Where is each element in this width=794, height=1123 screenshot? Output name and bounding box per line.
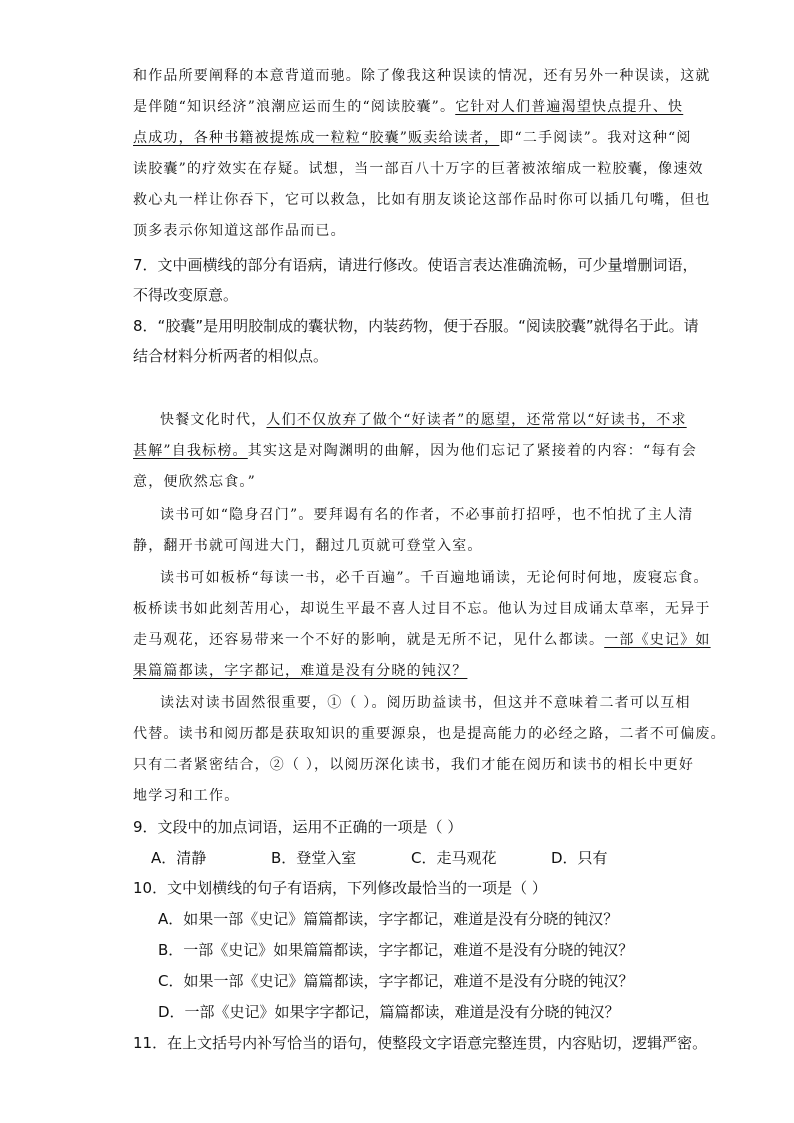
passage-1-line-2	[133, 97, 683, 117]
text-span: 走马观花，还容易带来一个不好的影响，就是无所不记，见什么都读。	[133, 632, 605, 648]
question-9-option-d[interactable]: D．只有	[551, 849, 608, 867]
passage-2-line-13: 地学习和工作。	[133, 788, 240, 804]
passage-1-line-1	[133, 66, 711, 86]
question-10-option-b[interactable]: B．一部《史记》如果篇篇都读，字字都记，难道不是没有分晓的钝汉？	[158, 941, 634, 959]
question-7-line-1: 7．文中画横线的部分有语病，请进行修改。使语言表达准确流畅，可少量增删词语，	[133, 256, 698, 274]
question-10-option-d[interactable]: D．一部《史记》如果字字都记，篇篇都读，难道是没有分晓的钝汉？	[158, 1003, 620, 1021]
passage-2-line-10: 读法对读书固然很重要，①（ ）。阅历助益读书，但这并不意味着二者可以互相	[160, 695, 691, 711]
question-8-line-2: 结合材料分析两者的相似点。	[133, 347, 329, 365]
question-9-option-a[interactable]: A．清静	[151, 849, 207, 867]
passage-2-line-9	[133, 661, 467, 681]
passage-2-line-5: 静，翻开书就可闯进大门，翻过几页就可登堂入室。	[133, 538, 483, 554]
text-span: 快餐文化时代，	[160, 412, 267, 428]
passage-1-line-3	[133, 128, 692, 148]
passage-1-line-6	[133, 221, 346, 241]
underlined-sentence: 果篇篇都读，字字都记，难道是没有分晓的钝汉？	[133, 663, 468, 679]
text-span: 救心丸一样让你吞下，它可以救急，比如有朋友谈论这部作品时你可以插几句嘴，但也	[133, 192, 711, 208]
question-9-option-c[interactable]: C．走马观花	[411, 849, 497, 867]
question-11: 11．在上文括号内补写恰当的语句，使整段文字语意完整连贯，内容贴切，逻辑严密。	[133, 1034, 708, 1052]
underlined-sentence: 一部《史记》如	[604, 632, 711, 648]
underlined-sentence: 人们不仅放弃了做个“好读者”的愿望，还常常以“好读书，不求	[266, 412, 687, 428]
text-span: 是伴随“知识经济”浪潮应运而生的“阅读胶囊”。	[133, 99, 456, 115]
passage-1-line-4	[133, 159, 704, 179]
text-span: 即“二手阅读”。我对这种“阅	[499, 130, 692, 146]
question-10-option-a[interactable]: A．如果一部《史记》篇篇都读，字字都记，难道是没有分晓的钝汉？	[158, 910, 619, 928]
passage-2-line-6: 读书可如板桥“每读一书，必千百遍”。千百遍地诵读，无论何时何地，废寝忘食。	[160, 570, 709, 586]
passage-2-line-11: 代替。读书和阅历都是获取知识的重要源泉，也是提高能力的必经之路，二者不可偏废。	[133, 726, 726, 742]
passage-2-line-12: 只有二者紧密结合，②（ ），以阅历深化读书，我们才能在阅历和读书的相长中更好	[133, 757, 695, 773]
text-span: 顶多表示你知道这部作品而已。	[133, 223, 346, 239]
text-span: 读胶囊”的疗效实在存疑。试想，当一部百八十万字的巨著被浓缩成一粒胶囊，像速效	[133, 161, 704, 177]
text-span: 其实这是对陶渊明的曲解，因为他们忘记了紧接着的内容：“每有会	[247, 443, 697, 459]
underlined-sentence: 它针对人们普遍渴望快点提升、快	[455, 99, 684, 115]
passage-1-line-5	[133, 190, 711, 210]
question-8-line-1: 8．“胶囊”是用明胶制成的囊状物，内装药物，便于吞服。“阅读胶囊”就得名于此。请	[133, 317, 699, 335]
question-10: 10．文中划横线的句子有语病，下列修改最恰当的一项是（ ）	[133, 879, 547, 897]
underlined-sentence: 甚解”自我标榜。	[133, 443, 248, 459]
passage-2-line-7: 板桥读书如此刻苦用心，却说生平最不喜人过目不忘。他认为过目成诵太草率，无异于	[133, 601, 711, 617]
passage-2-line-4: 读书可如“隐身召门”。要拜谒有名的作者，不必事前打招呼，也不怕扰了主人清	[160, 507, 694, 523]
passage-2-line-8	[133, 630, 711, 650]
passage-2-line-3: 意，便欣然忘食。”	[133, 474, 256, 490]
question-9: 9．文段中的加点词语，运用不正确的一项是（ ）	[133, 818, 463, 836]
underlined-sentence: 点成功，各种书籍被提炼成一粒粒“胶囊”贩卖给读者，	[133, 130, 500, 146]
question-10-option-c[interactable]: C．如果一部《史记》篇篇都读，字字都记，难道不是没有分晓的钝汉？	[158, 972, 634, 990]
passage-2-line-1	[160, 410, 687, 430]
text-span: 和作品所要阐释的本意背道而驰。除了像我这种误读的情况，还有另外一种误读，这就	[133, 68, 711, 84]
passage-2-line-2	[133, 441, 697, 461]
question-7-line-2: 不得改变原意。	[133, 286, 239, 304]
question-9-option-b[interactable]: B．登堂入室	[271, 849, 357, 867]
